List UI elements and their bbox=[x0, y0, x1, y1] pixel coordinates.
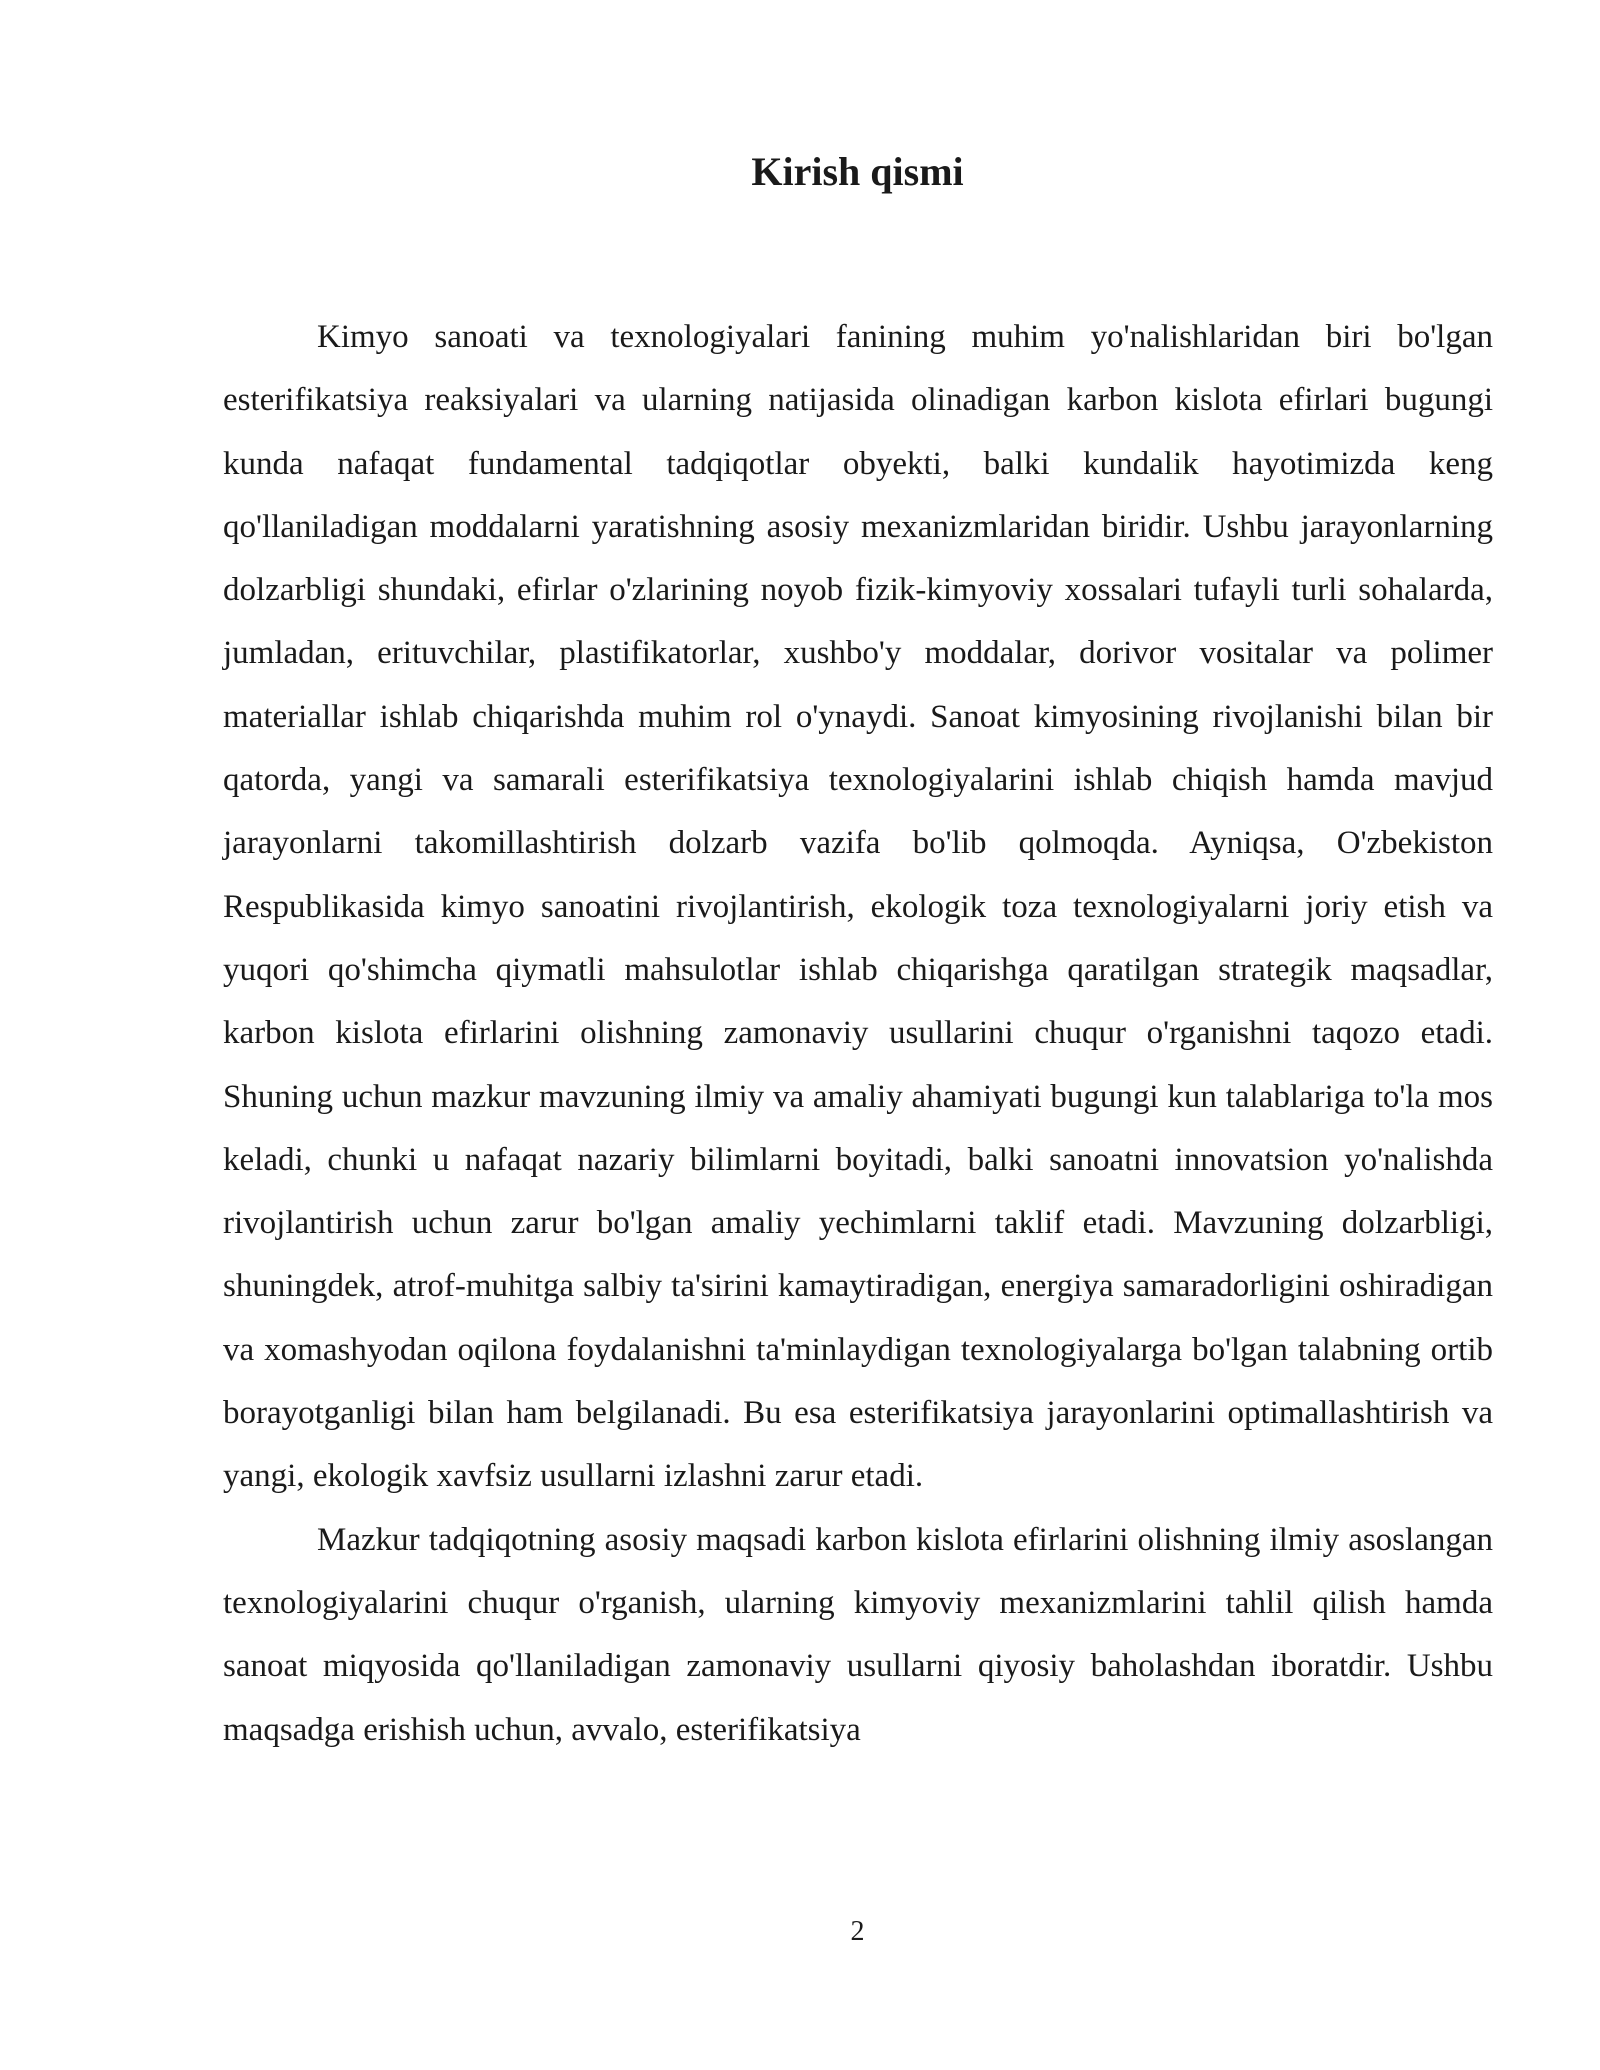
page-title: Kirish qismi bbox=[751, 149, 964, 194]
paragraph-research-goal: Mazkur tadqiqotning asosiy maqsadi karbon kislota efirlarini olishning ilmiy asoslangan texnologiyalarini chuqur o'rganish, ularning kimyoviy mexanizmlarini tahlil qilish hamda sanoat miqyosida qo'llaniladigan zamonaviy usullarni qiyosiy baholashdan iboratdir. Ushbu maqsadga erishish uchun, avvalo, esterifikatsiya bbox=[223, 1521, 1493, 1748]
page-number: 2 bbox=[850, 1916, 865, 1947]
paragraph-introduction-relevance: Kimyo sanoati va texnologiyalari fanining muhim yo'nalishlaridan biri bo'lgan esterifikatsiya reaksiyalari va ularning natijasida olinadigan karbon kislota efirlari bugungi kunda nafaqat fundamental tadqiqotlar obyekti, balki kundalik hayotimizda keng qo'llaniladigan moddalarni yaratishning asosiy mexanizmlaridan biridir. Ushbu jarayonlarning dolzarbligi shundaki, efirlar o'zlarining noyob fizik-kimyoviy xossalari tufayli turli sohalarda, jumladan, erituvchilar, plastifikatorlar, xushbo'y moddalar, dorivor vositalar va polimer materiallar ishlab chiqarishda muhim rol o'ynaydi. Sanoat kimyosining rivojlanishi bilan bir qatorda, yangi va samarali esterifikatsiya texnologiyalarini ishlab chiqish hamda mavjud jarayonlarni takomillashtirish dolzarb vazifa bo'lib qolmoqda. Ayniqsa, O'zbekiston Respublikasida kimyo sanoatini rivojlantirish, ekologik toza texnologiyalarni joriy etish va yuqori qo'shimcha qiymatli mahsulotlar ishlab chiqarishga qaratilgan strategik maqsadlar, karbon kislota efirlarini olishning zamonaviy usullarini chuqur o'rganishni taqozo etadi. Shuning uchun mazkur mavzuning ilmiy va amaliy ahamiyati bugungi kun talablariga to'la mos keladi, chunki u nafaqat nazariy bilimlarni boyitadi, balki sanoatni innovatsion yo'nalishda rivojlantirish uchun zarur bo'lgan amaliy yechimlarni taklif etadi. Mavzuning dolzarbligi, shuningdek, atrof-muhitga salbiy ta'sirini kamaytiradigan, energiya samaradorligini oshiradigan va xomashyodan oqilona foydalanishni ta'minlaydigan texnologiyalarga bo'lgan talabning ortib borayotganligi bilan ham belgilanadi. Bu esa esterifikatsiya jarayonlarini optimallashtirish va yangi, ekologik xavfsiz usullarni izlashni zarur etadi. bbox=[223, 319, 1493, 1495]
body-text bbox=[223, 306, 1493, 1762]
